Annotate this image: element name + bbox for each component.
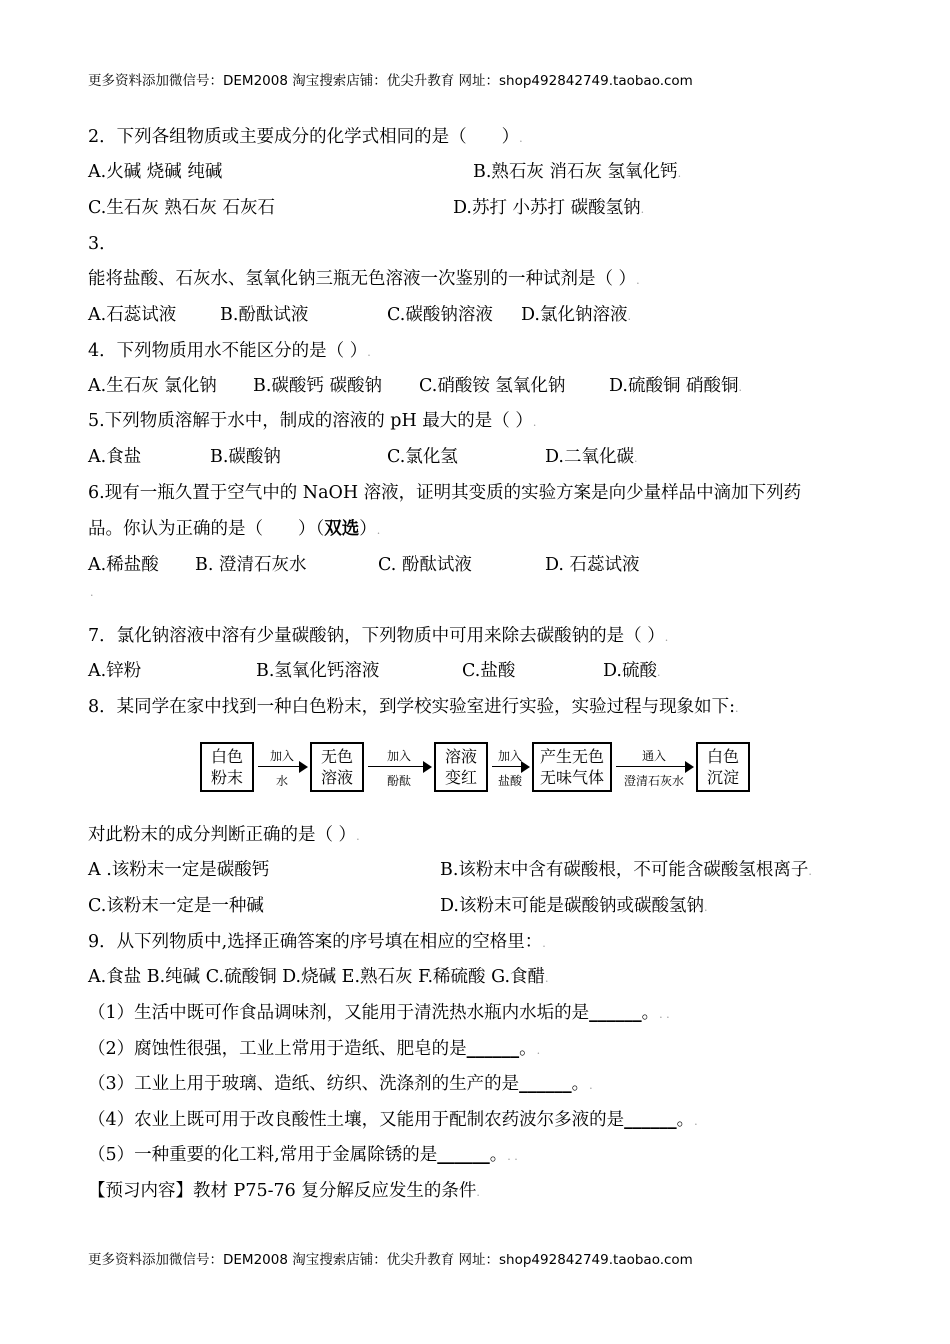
q3-option-b: B.酚酞试液 (220, 305, 309, 325)
q2-option-c: C.生石灰 熟石灰 石灰石 (88, 198, 275, 218)
q9-stem: 9．从下列物质中,选择正确答案的序号填在相应的空格里：. (88, 932, 546, 952)
q3-option-d: D.氯化钠溶液. (521, 305, 631, 325)
q2-option-d: D.苏打 小苏打 碳酸氢钠. (453, 198, 645, 218)
page-header: 更多资料添加微信号：DEM2008 淘宝搜索店铺：优尖升教育 网址：shop492842749.taobao.com (88, 73, 693, 89)
q9-sub5: （5）一种重要的化工料,常用于金属除锈的是______。. . (88, 1145, 518, 1165)
q6-option-c: C. 酚酞试液 (378, 555, 472, 575)
q3-stem: 能将盐酸、石灰水、氢氧化钠三瓶无色溶液一次鉴别的一种试剂是（ ）. (88, 269, 640, 289)
experiment-flow-diagram (200, 742, 752, 798)
q4-stem: 4．下列物质用水不能区分的是（ ）. (88, 341, 371, 361)
paragraph-mark: . (90, 586, 94, 599)
q6-stem-line1: 6.现有一瓶久置于空气中的 NaOH 溶液，证明其变质的实验方案是向少量样品中滴加下列药 (88, 483, 802, 503)
q5-option-a: A.食盐 (88, 447, 142, 467)
flow-arrow-pass-limewater: 通入 澄清石灰水 (614, 742, 694, 792)
q5-option-b: B.碳酸钠 (210, 447, 281, 467)
flow-arrow-add-water: 加入 水 (256, 742, 308, 792)
flow-box-solution-turns-red: 溶液 变红 (434, 742, 488, 792)
q7-option-b: B.氢氧化钙溶液 (256, 661, 380, 681)
q6-option-a: A.稀盐酸 (88, 555, 159, 575)
q9-options: A.食盐 B.纯碱 C.硫酸铜 D.烧碱 E.熟石灰 F.稀硫酸 G.食醋. (88, 967, 549, 987)
q6-stem-line2: 品。你认为正确的是（ ）（双选）. (88, 519, 381, 539)
q8-stem: 8．某同学在家中找到一种白色粉末，到学校实验室进行实验，实验过程与现象如下:. (88, 697, 739, 717)
answer-blank-3: ______ (519, 1074, 572, 1094)
flow-arrow-add-phenolphthalein: 加入 酚酞 (366, 742, 432, 792)
q9-sub4: （4）农业上既可用于改良酸性土壤，又能用于配制农药波尔多液的是______。. (88, 1110, 698, 1130)
answer-blank-2: ______ (466, 1039, 520, 1059)
flow-box-white-precipitate: 白色 沉淀 (696, 742, 750, 792)
q9-sub3: （3）工业上用于玻璃、造纸、纺织、洗涤剂的生产的是______。. (88, 1074, 593, 1094)
q7-option-d: D.硫酸. (603, 661, 661, 681)
q3-option-c: C.碳酸钠溶液 (387, 305, 493, 325)
q4-option-d: D.硫酸铜 硝酸铜. (609, 376, 743, 396)
flow-arrow-add-hydrochloric-acid: 加入 盐酸 (490, 742, 530, 792)
q6-double-choice: 双选 (324, 519, 360, 539)
q9-sub2: （2）腐蚀性很强，工业上常用于造纸、肥皂的是______。. (88, 1039, 541, 1059)
answer-blank-4: ______ (624, 1110, 677, 1130)
q2-option-a: A.火碱 烧碱 纯碱 (88, 162, 223, 182)
flow-box-white-powder: 白色 粉末 (200, 742, 254, 792)
q3-number: 3． (88, 234, 117, 254)
q6-option-b: B. 澄清石灰水 (195, 555, 307, 575)
flow-box-colorless-solution: 无色 溶液 (310, 742, 364, 792)
q8-option-c: C.该粉末一定是一种碱 (88, 896, 264, 916)
answer-blank-1: ______ (589, 1003, 642, 1023)
q4-option-a: A.生石灰 氯化钠 (88, 376, 217, 396)
q8-option-b: B.该粉末中含有碳酸根，不可能含碳酸氢根离子. (440, 860, 812, 880)
answer-blank-5: ______ (437, 1145, 490, 1165)
q2-stem: 2．下列各组物质或主要成分的化学式相同的是（ ）. (88, 127, 523, 147)
q5-stem: 5.下列物质溶解于水中，制成的溶液的 pH 最大的是（ ）. (88, 411, 537, 431)
flow-box-colorless-gas: 产生无色 无味气体 (532, 742, 612, 792)
q7-stem: 7．氯化钠溶液中溶有少量碳酸钠，下列物质中可用来除去碳酸钠的是（ ）. (88, 626, 669, 646)
q8-option-d: D.该粉末可能是碳酸钠或碳酸氢钠. (440, 896, 708, 916)
q7-option-c: C.盐酸 (462, 661, 516, 681)
q8-option-a: A .该粉末一定是碳酸钙 (88, 860, 270, 880)
q4-option-b: B.碳酸钙 碳酸钠 (253, 376, 382, 396)
q8-question: 对此粉末的成分判断正确的是（ ）. (88, 825, 360, 845)
q7-option-a: A.锌粉 (88, 661, 142, 681)
q3-option-a: A.石蕊试液 (88, 305, 177, 325)
page-footer: 更多资料添加微信号：DEM2008 淘宝搜索店铺：优尖升教育 网址：shop492842749.taobao.com (88, 1252, 693, 1268)
q5-option-c: C.氯化氢 (387, 447, 458, 467)
q4-option-c: C.硝酸铵 氢氧化钠 (419, 376, 566, 396)
q5-option-d: D.二氧化碳. (545, 447, 638, 467)
q2-option-b: B.熟石灰 消石灰 氢氧化钙. (473, 162, 682, 182)
q9-sub1: （1）生活中既可作食品调味剂，又能用于清洗热水瓶内水垢的是______。. . (88, 1003, 670, 1023)
preview-content: 【预习内容】教材 P75-76 复分解反应发生的条件. (88, 1181, 480, 1201)
q6-option-d: D. 石蕊试液 (545, 555, 640, 575)
